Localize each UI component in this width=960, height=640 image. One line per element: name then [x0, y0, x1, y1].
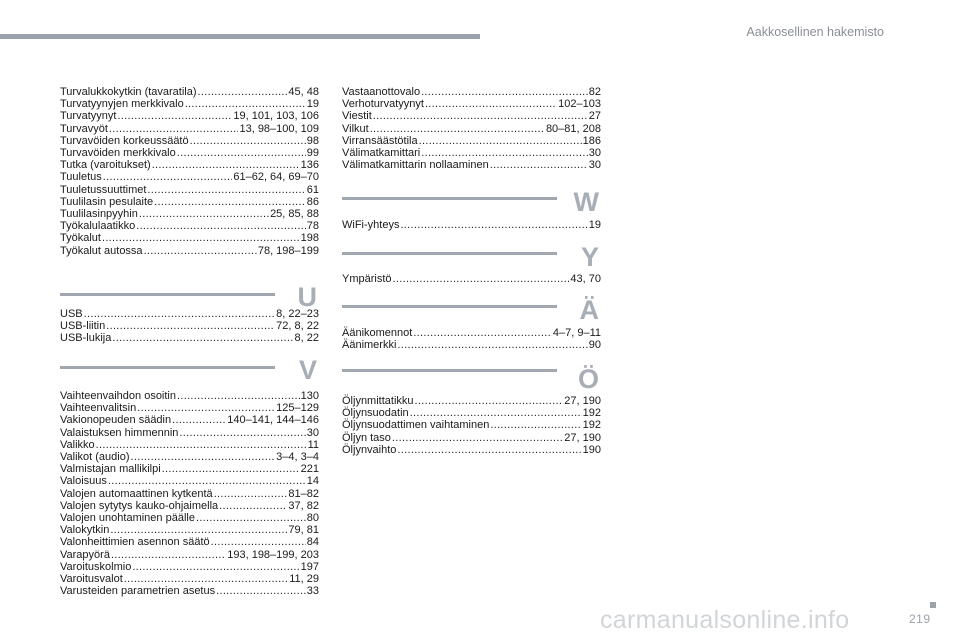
index-entry — [60, 196, 319, 208]
entry-term: Tutka (varoitukset) — [60, 159, 151, 172]
dot-leader — [490, 159, 588, 171]
index-entry — [342, 419, 601, 431]
entry-term: Työkalulaatikko — [60, 220, 136, 233]
dot-leader — [111, 549, 226, 561]
letter-v: V — [298, 355, 317, 385]
letter-heading-oe — [342, 362, 601, 392]
index-entry — [60, 427, 319, 439]
entry-pages: 33 — [306, 585, 319, 598]
entry-pages: 30 — [306, 426, 319, 439]
page-number: 219 — [909, 612, 931, 626]
entry-pages: 4–7, 9–11 — [552, 327, 601, 339]
index-entry — [60, 245, 319, 257]
entry-term: Öljyn taso — [342, 431, 391, 444]
entry-term: Valaistuksen himmennin — [60, 426, 179, 439]
entry-term: Varusteiden parametrien asetus — [60, 585, 216, 598]
dot-leader — [425, 98, 557, 110]
entry-pages: 14 — [306, 475, 319, 488]
entry-term: Varapyörä — [60, 548, 110, 561]
index-entry — [60, 561, 319, 573]
entry-term: Verhoturvatyynyt — [342, 98, 424, 111]
entry-pages: 11, 29 — [289, 573, 319, 586]
entry-term: Välimatkamittari — [342, 147, 421, 160]
entry-term: Tuulilasinpyyhin — [60, 208, 138, 221]
index-entry — [60, 159, 319, 171]
index-entry — [60, 488, 319, 500]
dot-leader — [137, 402, 275, 414]
index-entry — [342, 273, 601, 285]
index-entry — [60, 585, 319, 597]
entry-term: Työkalut — [60, 232, 101, 245]
divider-rule — [342, 305, 557, 308]
index-entry — [60, 475, 319, 487]
index-list-ae — [342, 327, 601, 351]
entry-pages: 186 — [582, 134, 601, 147]
entry-pages: 27 — [588, 110, 601, 123]
dot-leader — [397, 339, 587, 351]
entry-term: Tuuletus — [60, 171, 102, 184]
entry-pages: 79, 81 — [288, 524, 319, 537]
entry-term: Öljynsuodattimen vaihtaminen — [342, 419, 490, 432]
dot-leader — [397, 444, 581, 456]
dot-leader — [84, 308, 276, 320]
letter-w: W — [573, 187, 599, 217]
dot-leader — [490, 419, 581, 431]
index-entry — [60, 390, 319, 402]
dot-leader — [139, 208, 269, 220]
dot-leader — [124, 573, 288, 585]
entry-pages: 19, 101, 103, 106 — [233, 110, 319, 123]
dot-leader — [177, 147, 306, 159]
dot-leader — [154, 196, 306, 208]
index-entry — [60, 232, 319, 244]
entry-pages: 19 — [588, 219, 601, 231]
entry-pages: 19 — [306, 98, 319, 111]
index-entry — [60, 332, 319, 344]
entry-pages: 72, 8, 22 — [276, 320, 319, 333]
entry-term: Öljynsuodatin — [342, 407, 409, 420]
entry-pages: 90 — [588, 339, 601, 352]
letter-oe: Ö — [577, 364, 599, 394]
dot-leader — [172, 414, 226, 426]
entry-term: WiFi-yhteys — [342, 219, 400, 231]
entry-pages: 80–81, 208 — [545, 122, 601, 135]
dot-leader — [219, 500, 287, 512]
index-entry — [60, 171, 319, 183]
entry-term: Vastaanottovalo — [342, 86, 421, 98]
dot-leader — [400, 219, 587, 231]
letter-heading-y — [342, 240, 601, 270]
entry-pages: 37, 82 — [288, 499, 319, 512]
dot-leader — [373, 110, 588, 122]
entry-term: Vaihteenvaihdon osoitin — [60, 390, 176, 402]
entry-term: Välimatkamittarin nollaaminen — [342, 159, 489, 172]
index-entry — [60, 463, 319, 475]
dot-leader — [102, 232, 300, 244]
index-entry — [60, 500, 319, 512]
index-entry — [342, 110, 601, 122]
index-entry — [342, 432, 601, 444]
index-entry — [342, 327, 601, 339]
entry-term: Äänimerkki — [342, 339, 397, 352]
entry-pages: 221 — [300, 463, 319, 476]
dot-leader — [152, 159, 300, 171]
page-marker — [930, 602, 936, 608]
entry-pages: 82 — [588, 86, 601, 98]
entry-pages: 11 — [307, 438, 319, 451]
entry-term: Vilkut — [342, 122, 369, 135]
entry-term: Varoituskolmio — [60, 560, 132, 573]
dot-leader — [410, 407, 582, 419]
entry-term: Öljynmittatikku — [342, 395, 414, 407]
index-entry — [60, 184, 319, 196]
index-entry — [60, 147, 319, 159]
index-entry — [60, 135, 319, 147]
dot-leader — [214, 488, 288, 500]
dot-leader — [196, 512, 306, 524]
entry-pages: 99 — [306, 147, 319, 160]
entry-pages: 13, 98–100, 109 — [239, 122, 319, 135]
entry-term: USB-lukija — [60, 332, 112, 345]
entry-pages: 8, 22–23 — [276, 308, 319, 320]
dot-leader — [421, 86, 588, 98]
entry-pages: 80 — [306, 512, 319, 525]
letter-ae: Ä — [579, 295, 599, 325]
entry-term: Turvatyynyjen merkkivalo — [60, 98, 184, 111]
letter-heading-ae — [342, 293, 601, 323]
index-list-w — [342, 219, 601, 231]
entry-pages: 140–141, 144–146 — [227, 414, 319, 427]
index-entry — [60, 536, 319, 548]
entry-term: Valikko — [60, 438, 95, 451]
entry-pages: 192 — [582, 419, 601, 432]
index-list-v — [60, 390, 319, 597]
entry-pages: 193, 198–199, 203 — [227, 548, 319, 561]
entry-term: Vaihteenvalitsin — [60, 402, 137, 415]
index-entry — [60, 439, 319, 451]
index-entry — [342, 339, 601, 351]
divider-rule — [342, 369, 557, 372]
entry-pages: 197 — [300, 560, 319, 573]
index-entry — [60, 451, 319, 463]
entry-term: Valonheittimien asennon säätö — [60, 536, 210, 549]
index-entry — [60, 402, 319, 414]
index-entry — [342, 98, 601, 110]
index-list-v-cont — [342, 86, 601, 171]
index-entry — [60, 512, 319, 524]
index-entry — [342, 159, 601, 171]
dot-leader — [96, 439, 307, 451]
entry-term: Äänikomennot — [342, 327, 413, 339]
index-entry — [60, 524, 319, 536]
letter-y: Y — [580, 242, 599, 272]
index-entry — [342, 135, 601, 147]
divider-rule — [342, 197, 557, 200]
entry-term: Valojen sytytys kauko-ohjaimella — [60, 499, 219, 512]
dot-leader — [109, 123, 239, 135]
dot-leader — [413, 327, 552, 339]
dot-leader — [370, 123, 545, 135]
index-entry — [60, 110, 319, 122]
dot-leader — [198, 86, 288, 98]
header-rule — [0, 34, 480, 39]
index-entry — [342, 219, 601, 231]
entry-pages: 84 — [306, 536, 319, 549]
index-entry — [342, 444, 601, 456]
index-entry — [60, 308, 319, 320]
entry-pages: 78 — [306, 220, 319, 233]
entry-term: Virransäästötila — [342, 134, 418, 147]
index-entry — [60, 208, 319, 220]
dot-leader — [144, 245, 257, 257]
entry-pages: 130 — [300, 390, 319, 402]
dot-leader — [419, 135, 582, 147]
index-entry — [60, 220, 319, 232]
entry-term: Turvavöiden merkkivalo — [60, 147, 176, 160]
entry-pages: 81–82 — [288, 487, 319, 500]
index-entry — [60, 414, 319, 426]
index-entry — [60, 573, 319, 585]
entry-term: Valokytkin — [60, 524, 110, 537]
entry-pages: 45, 48 — [288, 86, 319, 98]
entry-term: Viestit — [342, 110, 372, 123]
dot-leader — [393, 273, 570, 285]
entry-pages: 8, 22 — [294, 332, 319, 345]
dot-leader — [179, 427, 305, 439]
dot-leader — [190, 135, 306, 147]
entry-term: USB — [60, 308, 83, 320]
dot-leader — [415, 395, 564, 407]
index-list-y — [342, 273, 601, 285]
dot-leader — [117, 110, 232, 122]
entry-pages: 30 — [588, 159, 601, 172]
dot-leader — [131, 451, 276, 463]
index-list-u — [60, 308, 319, 345]
dot-leader — [162, 463, 300, 475]
dot-leader — [106, 320, 275, 332]
entry-pages: 27, 190 — [564, 395, 601, 407]
dot-leader — [103, 171, 233, 183]
entry-pages: 86 — [306, 195, 319, 208]
entry-term: Turvavyöt — [60, 122, 108, 135]
entry-term: Valmistajan mallikilpi — [60, 463, 161, 476]
entry-term: Vakionopeuden säädin — [60, 414, 172, 427]
entry-term: Tuuletussuuttimet — [60, 183, 147, 196]
letter-heading-w — [342, 186, 601, 216]
index-entry — [60, 98, 319, 110]
divider-rule — [342, 252, 557, 255]
index-entry — [342, 123, 601, 135]
entry-pages: 190 — [582, 443, 601, 456]
entry-pages: 125–129 — [276, 402, 319, 415]
dot-leader — [147, 184, 305, 196]
entry-term: USB-liitin — [60, 320, 106, 333]
dot-leader — [177, 390, 300, 402]
entry-pages: 27, 190 — [564, 431, 601, 444]
letter-heading-v — [60, 356, 319, 386]
entry-pages: 61–62, 64, 69–70 — [233, 171, 319, 184]
entry-term: Turvavöiden korkeussäätö — [60, 134, 189, 147]
dot-leader — [216, 585, 306, 597]
entry-pages: 198 — [300, 232, 319, 245]
entry-pages: 3–4, 3–4 — [276, 451, 319, 464]
entry-term: Valikot (audio) — [60, 451, 130, 464]
entry-pages: 25, 85, 88 — [270, 208, 319, 221]
index-entry — [60, 123, 319, 135]
entry-pages: 98 — [306, 134, 319, 147]
index-entry — [60, 549, 319, 561]
section-title: Aakkosellinen hakemisto — [746, 25, 884, 39]
index-list-t — [60, 86, 319, 257]
dot-leader — [132, 561, 299, 573]
divider-rule — [60, 366, 275, 369]
entry-term: Turvatyynyt — [60, 110, 117, 123]
entry-term: Valojen automaattinen kytkentä — [60, 487, 213, 500]
dot-leader — [211, 536, 306, 548]
dot-leader — [421, 147, 588, 159]
index-entry — [342, 395, 601, 407]
index-entry — [342, 147, 601, 159]
divider-rule — [60, 293, 275, 296]
dot-leader — [112, 332, 293, 344]
index-entry — [342, 407, 601, 419]
index-entry — [60, 86, 319, 98]
watermark: carmanualsonline.info — [600, 606, 850, 634]
index-entry — [342, 86, 601, 98]
entry-term: Ympäristö — [342, 273, 392, 285]
dot-leader — [392, 432, 563, 444]
entry-pages: 136 — [300, 159, 319, 172]
entry-pages: 102–103 — [558, 98, 601, 111]
entry-pages: 43, 70 — [570, 273, 601, 285]
entry-pages: 192 — [582, 407, 601, 420]
entry-pages: 61 — [306, 183, 319, 196]
entry-term: Valoisuus — [60, 475, 107, 488]
index-entry — [60, 320, 319, 332]
dot-leader — [108, 475, 306, 487]
entry-term: Öljynvaihto — [342, 443, 397, 456]
entry-term: Työkalut autossa — [60, 244, 143, 257]
letter-u: U — [297, 282, 317, 312]
entry-term: Tuulilasin pesulaite — [60, 195, 154, 208]
dot-leader — [185, 98, 306, 110]
dot-leader — [136, 220, 306, 232]
index-list-oe — [342, 395, 601, 456]
dot-leader — [110, 524, 287, 536]
entry-term: Valojen unohtaminen päälle — [60, 512, 195, 525]
entry-pages: 78, 198–199 — [257, 244, 319, 257]
entry-pages: 30 — [588, 147, 601, 160]
entry-term: Turvalukkokytkin (tavaratila) — [60, 86, 197, 98]
entry-term: Varoitusvalot — [60, 573, 123, 586]
